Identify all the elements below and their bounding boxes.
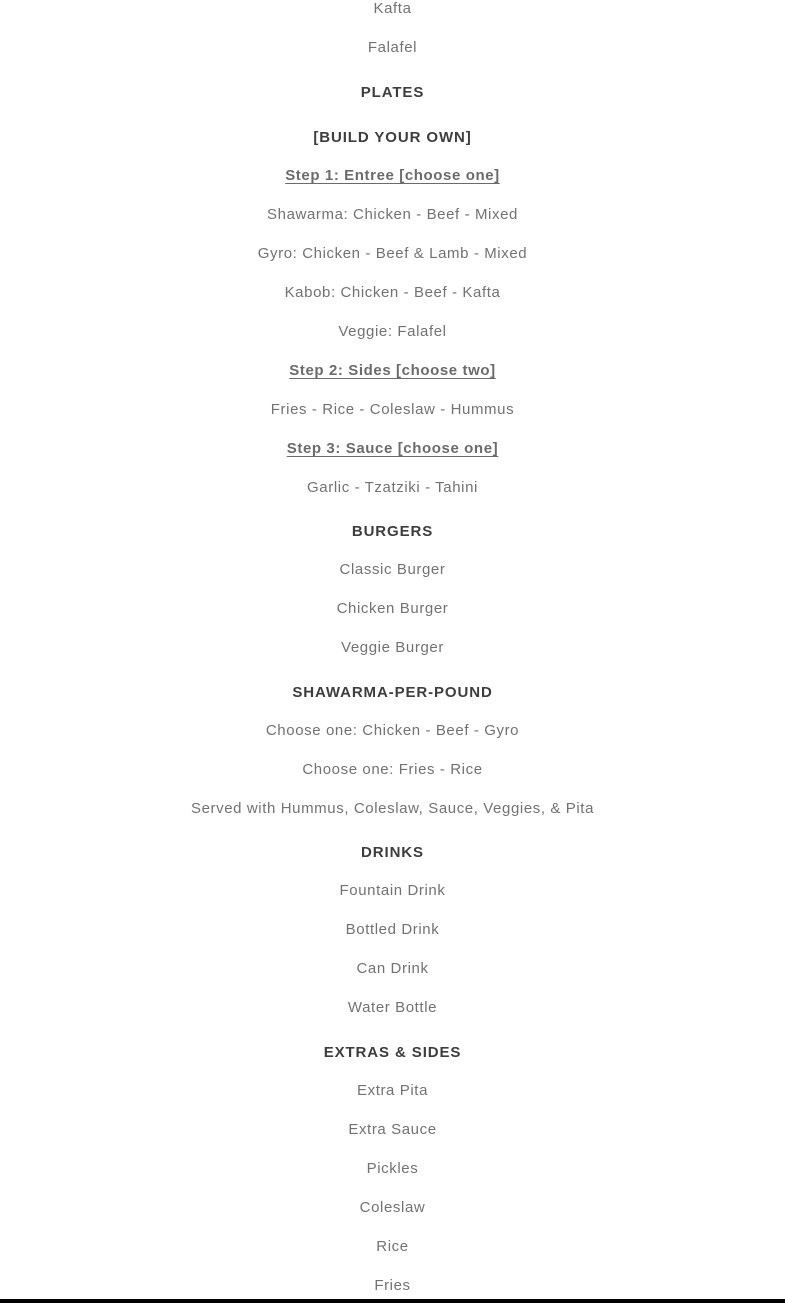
sauce-options: Garlic - Tzatziki - Tahini	[307, 479, 478, 496]
entree-shawarma: Shawarma: Chicken - Beef - Mixed	[267, 206, 518, 223]
section-heading-burgers: BURGERS	[351, 523, 434, 540]
entree-kabob: Kabob: Chicken - Beef - Kafta	[284, 284, 501, 301]
menu-item-bottled-drink: Bottled Drink	[345, 921, 440, 938]
step-2-heading: Step 2: Sides [choose two]	[289, 362, 496, 379]
menu-item-fountain-drink: Fountain Drink	[339, 882, 446, 899]
section-heading-plates: PLATES	[360, 84, 425, 101]
menu-item-falafel: Falafel	[367, 39, 418, 56]
menu-item-extra-pita: Extra Pita	[356, 1082, 429, 1099]
menu-item-pickles: Pickles	[366, 1160, 419, 1177]
section-heading-extras-sides: EXTRAS & SIDES	[323, 1044, 462, 1061]
menu-item-rice: Rice	[376, 1238, 409, 1255]
sides-options: Fries - Rice - Coleslaw - Hummus	[270, 401, 515, 418]
menu-item-classic-burger: Classic Burger	[339, 561, 446, 578]
per-pound-side-choice: Choose one: Fries - Rice	[302, 761, 483, 778]
per-pound-meat-choice: Choose one: Chicken - Beef - Gyro	[265, 722, 520, 739]
menu-item-can-drink: Can Drink	[356, 960, 429, 977]
menu-item-kafta: Kafta	[373, 0, 412, 17]
entree-veggie: Veggie: Falafel	[338, 323, 447, 340]
step-1-heading: Step 1: Entree [choose one]	[285, 167, 500, 184]
section-heading-drinks: DRINKS	[361, 844, 424, 861]
menu-item-extra-sauce: Extra Sauce	[348, 1121, 437, 1138]
bottom-divider	[0, 1299, 785, 1303]
per-pound-served-with: Served with Hummus, Coleslaw, Sauce, Veggies, & Pita	[190, 800, 595, 817]
menu-item-coleslaw: Coleslaw	[359, 1199, 426, 1216]
entree-gyro: Gyro: Chicken - Beef & Lamb - Mixed	[257, 245, 528, 262]
section-heading-build-your-own: [BUILD YOUR OWN]	[313, 129, 472, 146]
step-3-heading: Step 3: Sauce [choose one]	[286, 440, 499, 457]
section-heading-shawarma-per-pound: SHAWARMA-PER-POUND	[292, 684, 493, 701]
menu-item-water-bottle: Water Bottle	[347, 999, 438, 1016]
menu-item-chicken-burger: Chicken Burger	[336, 600, 449, 617]
menu-item-fries: Fries	[374, 1277, 411, 1294]
menu-item-veggie-burger: Veggie Burger	[341, 639, 444, 656]
